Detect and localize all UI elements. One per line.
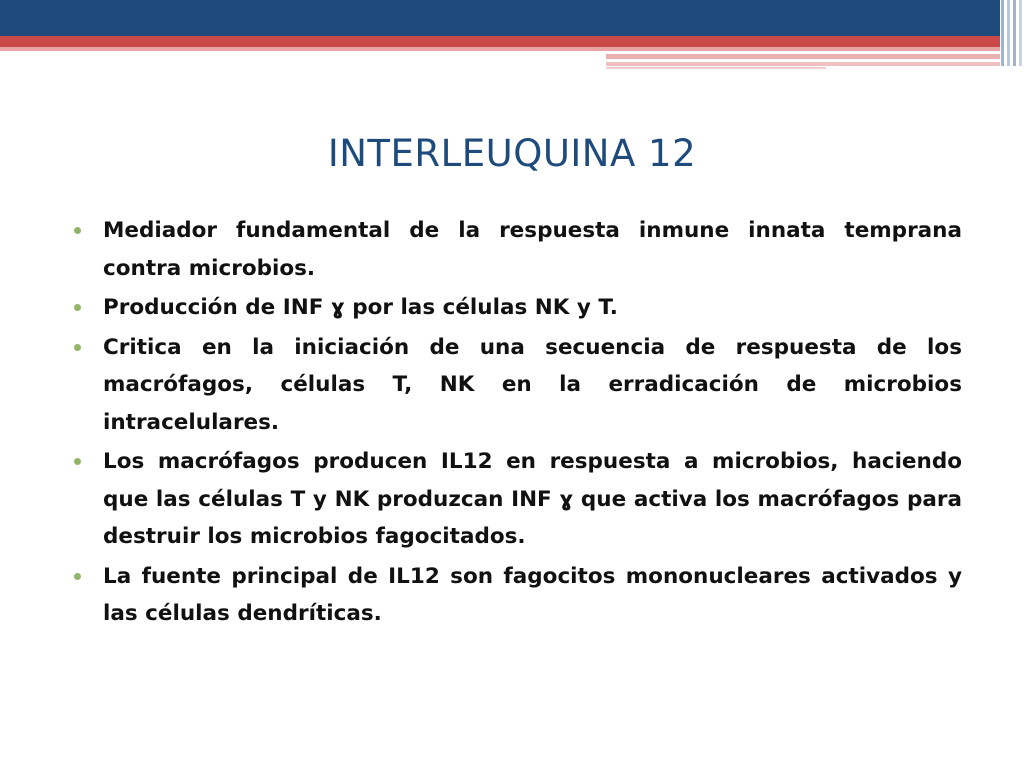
header-strip	[606, 62, 1000, 66]
bullet-dot-icon	[74, 458, 81, 465]
bullet-dot-icon	[74, 304, 81, 311]
header-strip	[606, 67, 826, 69]
vertical-line	[1007, 0, 1010, 66]
bullet-text: Producción de INF ɣ por las células NK y T.	[103, 295, 618, 320]
vertical-line	[1019, 0, 1022, 66]
bullet-item	[74, 558, 962, 633]
bullet-text: Critica en la iniciación de una secuencia de respuesta de los macrófagos, células T, NK en la erradicación de microbios intracelulares.	[103, 334, 962, 435]
bullet-text: Los macrófagos producen IL12 en respuesta a microbios, haciendo que las células T y NK produzcan INF ɣ que activa los macrófagos para destruir los microbios fagocitados.	[103, 449, 962, 549]
bullet-dot-icon	[74, 227, 81, 234]
bullet-item	[74, 289, 962, 327]
bullet-dot-icon	[74, 344, 81, 351]
header-band-blue	[0, 0, 1024, 36]
vertical-line	[1013, 0, 1016, 66]
header-strip	[606, 54, 1000, 59]
bullet-item	[74, 329, 962, 442]
bullet-text: Mediador fundamental de la respuesta inmune innata temprana contra microbios.	[103, 218, 962, 281]
bullet-text: La fuente principal de IL12 son fagocitos mononucleares activados y las células dendríticas.	[103, 563, 962, 626]
bullet-dot-icon	[74, 573, 81, 580]
slide-title: INTERLEUQUINA 12	[327, 132, 697, 175]
bullet-item	[74, 443, 962, 556]
header-vertical-lines	[1000, 0, 1024, 66]
bullet-item	[74, 212, 962, 287]
bullet-list	[74, 212, 962, 635]
header-band-red	[0, 36, 1000, 47]
vertical-line	[1001, 0, 1004, 66]
header-band-red-light	[0, 47, 1000, 51]
